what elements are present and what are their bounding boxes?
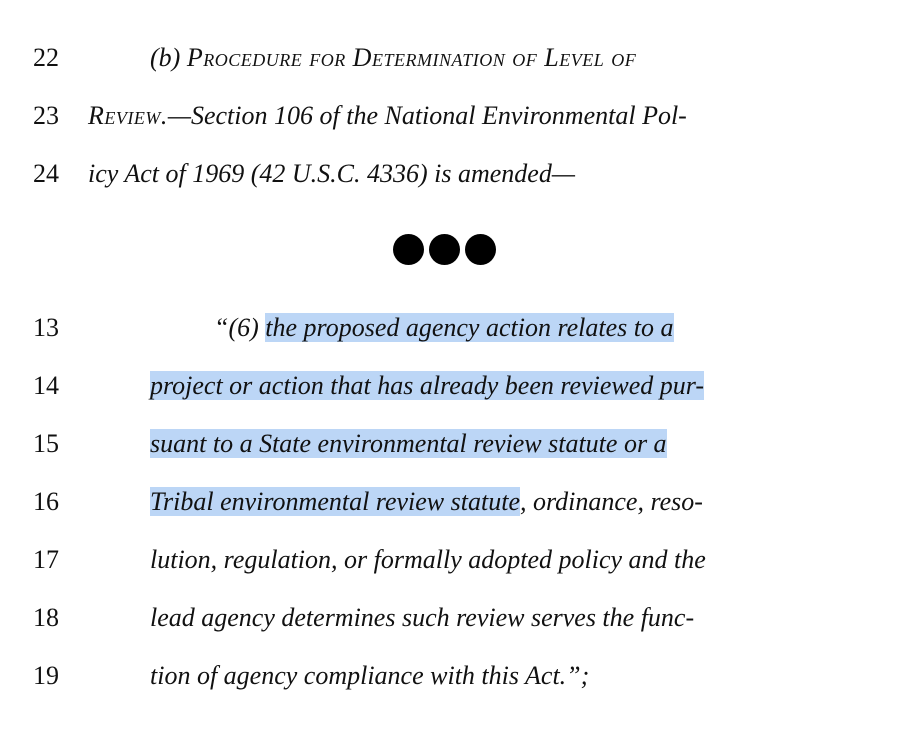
section-heading: Procedure for Determination of Level of (186, 43, 637, 72)
dot-icon (393, 234, 424, 265)
line-22 (0, 38, 900, 78)
line-number: 24 (33, 159, 59, 188)
line-number: 14 (33, 371, 59, 400)
line-text: lead agency determines such review serves the func- (150, 603, 695, 632)
line-text: icy Act of 1969 (42 U.S.C. 4336) is amended— (88, 159, 575, 188)
line-13 (0, 308, 900, 348)
line-17 (0, 540, 900, 580)
section-heading-end: Review. (88, 101, 168, 130)
line-text (214, 308, 674, 348)
highlighted-text[interactable]: the proposed agency action relates to a (265, 313, 674, 342)
line-number: 16 (33, 487, 59, 516)
line-18 (0, 598, 900, 638)
line-number: 19 (33, 661, 59, 690)
line-text (150, 424, 667, 464)
line-number: 22 (33, 43, 59, 72)
line-number: 15 (33, 429, 59, 458)
dot-icon (465, 234, 496, 265)
line-16 (0, 482, 900, 522)
line-body: —Section 106 of the National Environmental Pol- (167, 101, 687, 130)
subsection-marker: (b) (150, 43, 187, 72)
line-body: , ordinance, reso- (519, 487, 703, 516)
line-number: 23 (33, 101, 59, 130)
omission-dots (390, 234, 500, 268)
line-number: 18 (33, 603, 59, 632)
line-number: 13 (33, 313, 59, 342)
highlighted-text[interactable]: project or action that has already been reviewed pur- (150, 371, 705, 400)
line-23 (0, 96, 900, 136)
line-number: 17 (33, 545, 59, 574)
line-15 (0, 424, 900, 464)
line-text (88, 96, 687, 136)
line-text (150, 38, 636, 78)
highlighted-text[interactable]: Tribal environmental review statute (150, 487, 520, 516)
line-14 (0, 366, 900, 406)
line-text (150, 366, 704, 406)
paragraph-marker: “(6) (214, 313, 266, 342)
highlighted-text[interactable]: suant to a State environmental review statute or a (150, 429, 667, 458)
line-text: tion of agency compliance with this Act.”; (150, 661, 590, 690)
line-text (150, 482, 703, 522)
line-24 (0, 154, 900, 194)
dot-icon (429, 234, 460, 265)
line-text: lution, regulation, or formally adopted policy and the (150, 545, 706, 574)
line-19 (0, 656, 900, 696)
